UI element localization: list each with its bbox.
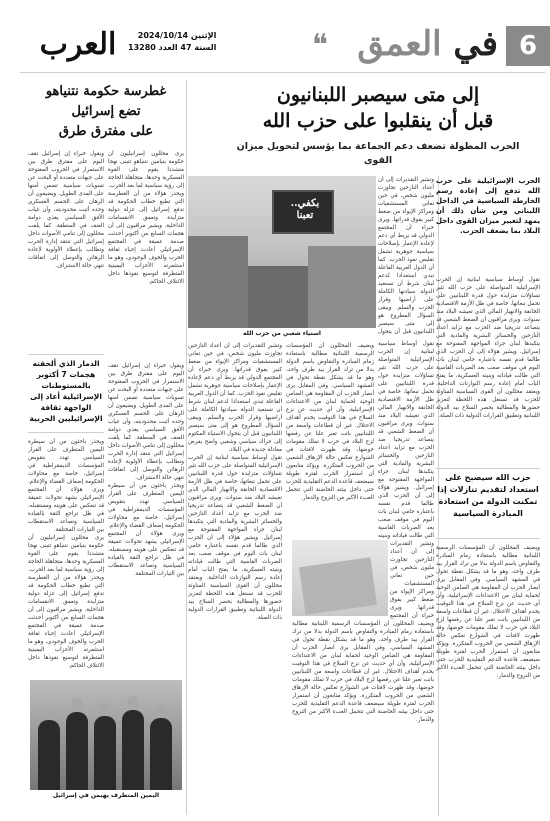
edition-date: الإثنين 2024/10/14 <box>137 31 217 40</box>
body-column <box>436 544 540 814</box>
quote-mark-icon: ❝ <box>311 28 328 63</box>
body-column <box>28 150 104 350</box>
flag-shape <box>299 557 377 615</box>
section-title <box>357 24 498 64</box>
billboard-text <box>282 198 328 222</box>
body-text: تقول أوساط سياسية لبنانية إن الحرب الإسرائيلية المتواصلة على حزب الله تثير تساؤلات متزايدة حول قدرة اللبنانيين على تحمل تبعاتها، خاصة في ظل الأزمة الاقتصادية الخانقة والانهيار المالي الذي تعيشه البلاد منذ سنوات. ويرى مراقبون أن الضغط الشعبي قد يتصاعد تدريجيا ضد الحزب مع تزايد أعداد النازحين والخسائر البشرية والمادية التي يتكبدها لبنان جراء المواجهة المفتوحة مع إسرائيل. ويشير هؤلاء إلى أن الحزب الذي طالما قدم نفسه باعتباره حامي لبنان بات اليوم في موقف صعب بعد الضربات القاسية التي طالت قياداته وبنيته <box>378 341 434 539</box>
page-number: 6 <box>506 26 550 66</box>
left-title-line3: على مفترق طرق <box>58 124 154 139</box>
main-title-line2: قبل أن ينقلبوا على حزب الله <box>262 110 494 132</box>
body-text: ويضيف المحللون أن المؤسسات الرسمية اللبنانية مطالبة باستعادة زمام المبادرة والتفاوض باسم الدولة بدلا من ترك القرار بيد طرف واحد، وهو ما قد يشكل نقطة تحول في المشهد السياسي. وفي المقابل يرى أنصار الحزب أن المقاومة هي الضامن الوحيد لحماية لبنان من الاعتداءات الإسرائيلية، وأن أي حديث عن نزع السلاح في هذا التوقيت يخدم أهداف الاحتلال. غير أن قطاعات واسعة من اللبنانيين باتت تعبر علنا عن رفضها لزج البلاد في حرب لا تملك مقومات خوضها، وقد ظهرت لافتات في الشوارع تعكس حالة الإرهاق الشعبي من الحروب المتكررة. ويؤكد متابعون أن استمرار الحرب لفترة طويلة سيضعف قاعدة الدعم التقليدية للحزب حتى داخل بيئته الحاضنة التي تتحمل العبء الأكبر من النزوح والدمار. <box>436 545 540 679</box>
flag-photo <box>292 540 388 616</box>
body-text: يرى محللون إسرائيليون أن حكومة بنيامين نتنياهو تتبنى نهجا متشددا يقوم على القوة العسكرية وحدها، متجاهلة الحاجة إلى رؤية سياسية لما بعد الحرب. ويحذر هؤلاء من أن الغطرسة التي تطبع خطاب الحكومة قد تدفع إسرائيل إلى عزلة دولية متزايدة وتعمق الانقسامات الداخلية. ويشير مراقبون إلى أن هجمات السابع من أكتوبر أحدثت صدمة عميقة في المجتمع الإسرائيلي أعادت إحياء ثقافة الحرب والخوف الوجودي، وهو ما استثمرته الأحزاب اليمينية المتطرفة لتوسيع نفوذها داخل الائتلاف الحاكم. <box>108 151 184 285</box>
body-text: ويضيف المحللون أن المؤسسات الرسمية اللبنانية مطالبة باستعادة زمام المبادرة والتفاوض باسم الدولة بدلا من ترك القرار بيد طرف واحد، وهو ما قد يشكل نقطة تحول في المشهد السياسي. وفي المقابل يرى أنصار الحزب أن المقاومة هي الضامن الوحيد لحماية لبنان من الاعتداءات الإسرائيلية، وأن أي حديث عن نزع السلاح في هذا التوقيت يخدم أهداف الاحتلال. غير أن قطاعات واسعة من اللبنانيين باتت تعبر علنا عن رفضها لزج البلاد في حرب لا تملك مقومات خوضها، وقد ظهرت لافتات في الشوارع تعكس حالة الإرهاق الشعبي من الحروب المتكررة. ويؤكد متابعون أن استمرار الحرب لفترة طويلة سيضعف قاعدة الدعم التقليدية للحزب حتى داخل بيئته الحاضنة التي تتحمل العبء الأكبر من النزوح والدمار. <box>286 343 374 501</box>
body-column <box>286 342 374 538</box>
person-shape <box>122 710 144 790</box>
body-text: ويضيف المحللون أن المؤسسات الرسمية اللبنانية مطالبة باستعادة زمام المبادرة والتفاوض باسم الدولة بدلا من ترك القرار بيد طرف واحد، وهو ما قد يشكل نقطة تحول في المشهد السياسي. وفي المقابل يرى أنصار الحزب أن المقاومة هي الضامن الوحيد لحماية لبنان من الاعتداءات الإسرائيلية، وأن أي حديث عن نزع السلاح في هذا التوقيت يخدم أهداف الاحتلال. غير أن قطاعات واسعة من اللبنانيين باتت تعبر علنا عن رفضها لزج البلاد في حرب لا تملك مقومات خوضها، وقد ظهرت لافتات في الشوارع تعكس حالة الإرهاق الشعبي من الحروب المتكررة. ويؤكد متابعون أن استمرار الحرب لفترة طويلة سيضعف قاعدة الدعم التقليدية للحزب حتى داخل بيئته الحاضنة التي تتحمل العبء الأكبر من النزوح والدمار. <box>292 621 434 723</box>
main-subtitle: الحرب المطولة تضعف دعم الجماعة بما يؤسس لتحويل ميزان القوى <box>236 141 520 166</box>
billboard-photo <box>188 176 376 328</box>
body-text: ويقول خبراء إن إسرائيل تقف اليوم على مفترق طرق بين الاستمرار في الحروب المفتوحة على جبهات متعددة أو البحث عن تسويات سياسية تضمن أمنها على المدى الطويل. ويضيفون أن الرهان على الحسم العسكري وحده أثبت محدوديته، وأن غياب الأفق السياسي يغذي دوامة العنف في المنطقة. كما يلفت محللون إلى تنامي الأصوات داخل إسرائيل التي تنتقد إدارة الحرب وتطالب بإعطاء الأولوية لإعادة الرهائن والتوصل إلى اتفاقات تنهي حالة الاستنزاف. <box>108 363 184 481</box>
body-text: يرى محللون إسرائيليون أن حكومة بنيامين نتنياهو تتبنى نهجا متشددا يقوم على القوة العسكرية وحدها، متجاهلة الحاجة إلى رؤية سياسية لما بعد الحرب. ويحذر هؤلاء من أن الغطرسة التي تطبع خطاب الحكومة قد تدفع إسرائيل إلى عزلة دولية متزايدة وتعمق الانقسامات الداخلية. ويشير مراقبون إلى أن هجمات السابع من أكتوبر أحدثت صدمة عميقة في المجتمع الإسرائيلي أعادت إحياء ثقافة الحرب والخوف الوجودي، وهو ما استثمرته الأحزاب اليمينية المتطرفة لتوسيع نفوذها داخل الائتلاف الحاكم. <box>28 535 104 669</box>
pullquote-rule <box>436 538 540 539</box>
subhead-rule <box>28 354 104 355</box>
body-column <box>436 276 540 466</box>
section-title-dark: في <box>453 24 498 64</box>
left-headline-block <box>28 82 184 142</box>
body-column <box>390 540 434 620</box>
body-text: وتشير التقديرات إلى أن أعداد النازحين تجاوزت مليون شخص، في حين تعاني المستشفيات ومراكز الإيواء من ضغط كبير يفوق قدراتها. ويرى خبراء أن المجتمع <box>390 541 434 619</box>
photo-caption: اليمين المتطرف يهيمن في إسرائيل <box>52 792 160 799</box>
person-head <box>99 702 111 716</box>
building-shape <box>308 246 376 328</box>
section-title-accent: العمق <box>357 24 442 64</box>
billboard-text-line1: بكفي.. <box>290 198 320 209</box>
body-column <box>378 176 434 336</box>
article-lead-column <box>436 176 540 272</box>
billboard-text-line2: تعبنا <box>296 210 314 221</box>
building-shape <box>248 266 308 328</box>
pullquote: حزب الله سيصبح على استعداد لتقديم تنازلات إذا تمكنت الدولة من استعادة المبادرة السياسية <box>437 473 539 518</box>
body-column <box>292 620 434 814</box>
column-divider <box>186 80 187 815</box>
body-text: وتشير التقديرات إلى أن أعداد النازحين تجاوزت مليون شخص، في حين تعاني المستشفيات ومراكز الإيواء من ضغط كبير يفوق قدراتها. ويرى خبراء أن المجتمع الدولي قد يربط أي دعم لإعادة الإعمار بإصلاحات سياسية جوهرية تشمل تقليص نفوذ الحزب. كما أن الدول العربية الفاعلة تبدي استعدادا لدعم لبنان شرط أن تستعيد الدولة سيادتها الكاملة على أراضيها وقرار الحرب والسلم. ويبقى السؤال المطروح هو إلى متى سيصبر اللبنانيون قبل أن يتحول <box>378 177 434 335</box>
left-title-line2: تضع إسرائيل <box>71 104 141 119</box>
main-title-line1: إلى متى سيصبر اللبنانيون <box>276 84 480 106</box>
pullquote-rule <box>436 468 540 469</box>
person-shape <box>66 712 88 790</box>
body-text: وتشير التقديرات إلى أن أعداد النازحين تجاوزت مليون شخص، في حين تعاني المستشفيات ومراكز الإيواء من ضغط كبير يفوق قدراتها. ويرى خبراء أن المجتمع الدولي قد يربط أي دعم لإعادة الإعمار بإصلاحات سياسية جوهرية تشمل تقليص نفوذ الحزب. كما أن الدول العربية الفاعلة تبدي استعدادا لدعم لبنان شرط أن تستعيد الدولة سيادتها الكاملة على أراضيها وقرار الحرب والسلم. ويبقى السؤال المطروح هو إلى متى سيصبر اللبنانيون قبل أن يتحول الاستياء المكتوم إلى حراك سياسي وشعبي واضح يفرض معادلة جديدة في البلاد. <box>188 343 282 453</box>
body-column <box>108 150 184 358</box>
left-subhead: الدمار الذي ألحقته هجمات 7 أكتوبر بالمستوطنات الإسرائيلية أعاد إلى الواجهة ثقافة الإسرائيليين الحربية <box>29 359 103 423</box>
politicians-photo <box>30 680 182 790</box>
person-shape <box>150 718 172 790</box>
body-text: ويحذر باحثون من أن سيطرة اليمين المتطرف على القرار السياسي تهدد بتقويض المؤسسات الديمقراطية في إسرائيل، خاصة مع محاولات الحكومة إضعاف القضاء والإعلام. ويرى هؤلاء أن المجتمع الإسرائيلي يشهد تحولات عميقة قد تنعكس على هويته ومستقبله، في ظل تراجع الثقة بالقيادة السياسية وتصاعد الاستقطاب بين التيارات المختلفة. <box>28 439 104 533</box>
main-headline-block <box>228 82 528 168</box>
body-text: تقول أوساط سياسية لبنانية إن الحرب الإسرائيلية المتواصلة على حزب الله تثير تساؤلات متزايدة حول قدرة اللبنانيين على تحمل تبعاتها، خاصة في ظل الأزمة الاقتصادية الخانقة والانهيار المالي الذي تعيشه البلاد منذ سنوات. ويرى مراقبون أن الضغط الشعبي قد يتصاعد تدريجيا ضد الحزب مع تزايد أعداد النازحين والخسائر البشرية والمادية التي يتكبدها لبنان جراء المواجهة المفتوحة مع إسرائيل. ويشير هؤلاء إلى أن الحزب الذي طالما قدم نفسه باعتباره حامي لبنان بات اليوم في موقف صعب بعد الضربات القاسية التي طالت قياداته وبنيته العسكرية، ما يفتح الباب أمام إعادة رسم التوازنات الداخلية. ويعتقد محللون أن القوى السياسية المناوئة للحزب قد تستغل هذه اللحظة لتعزيز حضورها والمطالبة بحصر السلاح بيد الدولة اللبنانية وتطبيق القرارات الدولية ذات الصلة. <box>188 455 282 621</box>
body-column <box>108 362 184 674</box>
person-shape <box>94 716 116 790</box>
newspaper-logo: العرب <box>39 27 117 62</box>
body-column <box>378 340 434 540</box>
edition-issue: السنة 47 العدد 13280 <box>128 43 217 52</box>
building-shape <box>188 236 248 328</box>
body-text: تقول أوساط سياسية لبنانية إن الحرب الإسرائيلية المتواصلة على حزب الله تثير تساؤلات متزايدة حول قدرة اللبنانيين على تحمل تبعاتها، خاصة في ظل الأزمة الاقتصادية الخانقة والانهيار المالي الذي تعيشه البلاد منذ سنوات. ويرى مراقبون أن الضغط الشعبي قد يتصاعد تدريجيا ضد الحزب مع تزايد أعداد النازحين والخسائر البشرية والمادية التي يتكبدها لبنان جراء المواجهة المفتوحة مع إسرائيل. ويشير هؤلاء إلى أن الحزب الذي طالما قدم نفسه باعتباره حامي لبنان بات اليوم في موقف صعب بعد الضربات القاسية التي طالت قياداته وبنيته العسكرية، ما يفتح الباب أمام إعادة رسم التوازنات الداخلية. ويعتقد محللون أن القوى السياسية المناوئة للحزب قد تستغل هذه اللحظة لتعزيز حضورها والمطالبة بحصر السلاح بيد الدولة اللبنانية وتطبيق القرارات الدولية ذات الصلة. <box>436 277 540 419</box>
body-column <box>28 438 104 674</box>
edition-info <box>128 30 216 54</box>
subhead-rule <box>28 432 104 433</box>
page-header <box>0 0 550 74</box>
photo-caption: استياء شعبي من حزب الله <box>243 330 321 337</box>
person-head <box>127 696 139 710</box>
person-shape <box>38 720 60 790</box>
person-head <box>43 706 55 720</box>
body-text: ويقول خبراء إن إسرائيل تقف اليوم على مفترق طرق بين الاستمرار في الحروب المفتوحة على جبهات متعددة أو البحث عن تسويات سياسية تضمن أمنها على المدى الطويل. ويضيفون أن الرهان على الحسم العسكري وحده أثبت محدوديته، وأن غياب الأفق السياسي يغذي دوامة العنف في المنطقة. كما يلفت محللون إلى تنامي الأصوات داخل إسرائيل التي تنتقد إدارة الحرب وتطالب بإعطاء الأولوية لإعادة الرهائن والتوصل إلى اتفاقات تنهي حالة الاستنزاف. <box>28 151 104 269</box>
left-title-line1: غطرسة حكومة نتنياهو <box>45 84 167 99</box>
person-head <box>71 698 83 712</box>
body-text: ويحذر باحثون من أن سيطرة اليمين المتطرف على القرار السياسي تهدد بتقويض المؤسسات الديمقراطية في إسرائيل، خاصة مع محاولات الحكومة إضعاف القضاء والإعلام. ويرى هؤلاء أن المجتمع الإسرائيلي يشهد تحولات عميقة قد تنعكس على هويته ومستقبله، في ظل تراجع الثقة بالقيادة السياسية وتصاعد الاستقطاب بين التيارات المختلفة. <box>108 483 184 577</box>
body-column <box>188 342 282 814</box>
header-divider <box>20 72 545 73</box>
person-head <box>155 704 167 718</box>
article-lead: الحرب الإسرائيلية على حزب الله تدفع إلى إعادة رسم الخارطة السياسية في الداخل اللبناني ومن شأن ذلك أن يمهد لتغيير ميزان القوى داخل البلاد بما يضعف الحزب. <box>436 177 540 235</box>
